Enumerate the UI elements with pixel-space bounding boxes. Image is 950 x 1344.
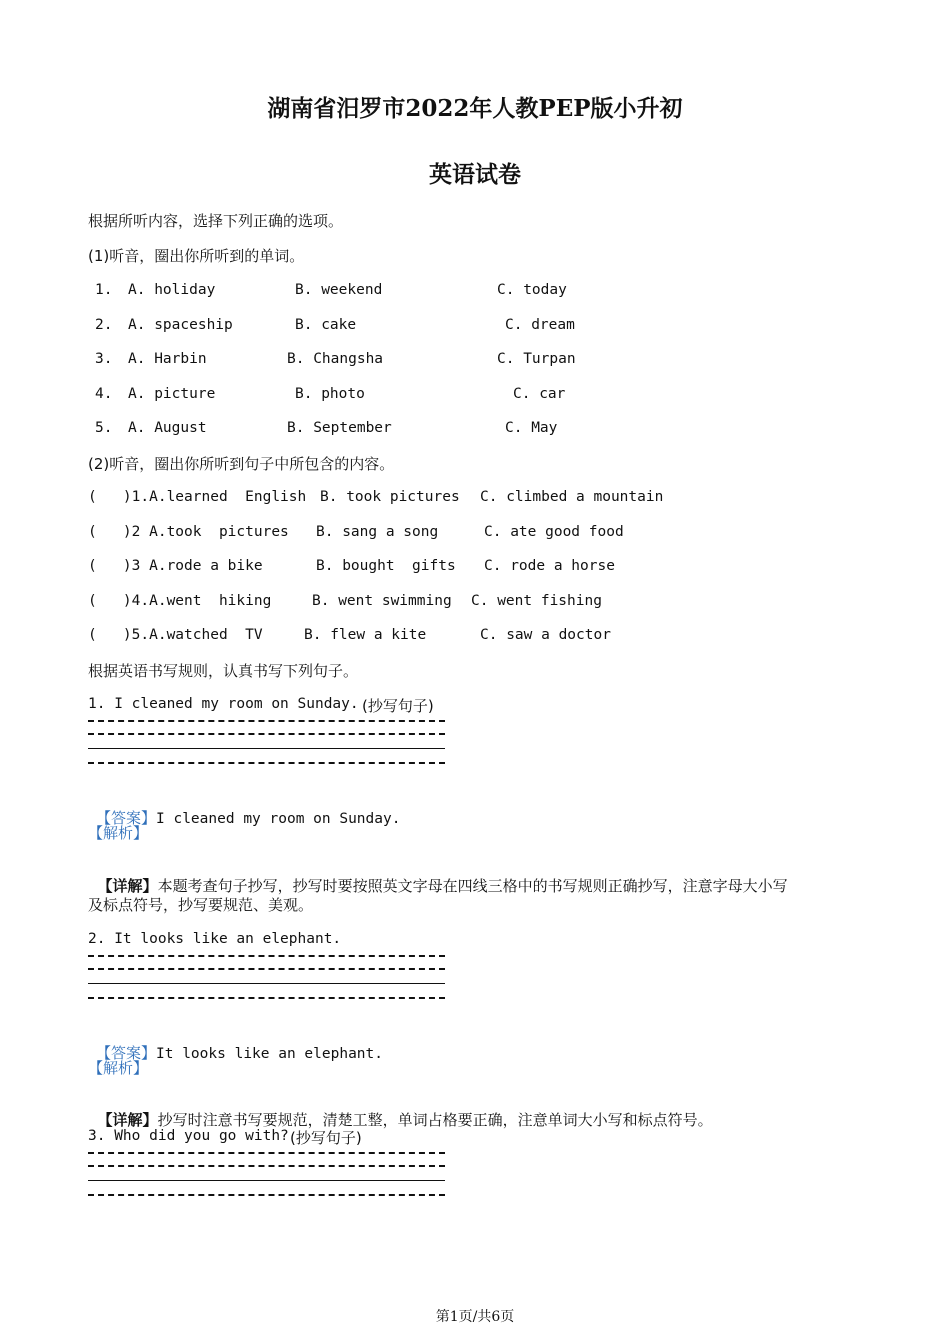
part2-heading: (2)听音，圈出你所听到句子中所包含的内容。: [88, 455, 395, 473]
q2-detail-line-1: 【详解】抄写时注意书写要规范，清楚工整，单词占格要正确，注意单词大小写和标点符号。: [97, 1111, 713, 1129]
q1-analysis-tag: 【解析】: [88, 824, 149, 842]
q1-note: (抄写句子): [362, 697, 434, 715]
q3-writing-lines: [88, 1152, 445, 1197]
q1-answer: I cleaned my room on Sunday.: [156, 811, 401, 827]
title-line-2: 英语试卷: [429, 161, 521, 188]
part1-heading: (1)听音，圈出你所听到的单词。: [88, 247, 305, 265]
q1-prompt: 1. I cleaned my room on Sunday.: [88, 696, 359, 712]
listen-instruction: 根据所听内容，选择下列正确的选项。: [88, 212, 344, 230]
q2-answer: It looks like an elephant.: [156, 1046, 383, 1062]
detail-tag: 【详解】: [97, 1111, 158, 1129]
writing-instruction: 根据英语书写规则，认真书写下列句子。: [88, 662, 359, 680]
q3-note: (抄写句子): [290, 1129, 362, 1147]
q2-writing-lines: [88, 955, 445, 1000]
detail-tag: 【详解】: [97, 877, 158, 895]
answer-tag: 【答案】: [96, 809, 157, 827]
q3-prompt: 3. Who did you go with?: [88, 1128, 289, 1144]
title-line-1: 湖南省汨罗市2022年人教PEP版小升初: [267, 95, 683, 122]
q2-analysis-tag: 【解析】: [88, 1059, 149, 1077]
q2-prompt: 2. It looks like an elephant.: [88, 931, 342, 947]
q1-writing-lines: [88, 720, 445, 765]
answer-tag: 【答案】: [96, 1044, 157, 1062]
page-footer: 第1页/共6页: [435, 1309, 515, 1325]
q1-detail-line-1: 【详解】本题考查句子抄写，抄写时要按照英文字母在四线三格中的书写规则正确抄写，注意字母大小写: [97, 877, 788, 895]
q1-detail-line-2: 及标点符号，抄写要规范、美观。: [88, 896, 314, 914]
